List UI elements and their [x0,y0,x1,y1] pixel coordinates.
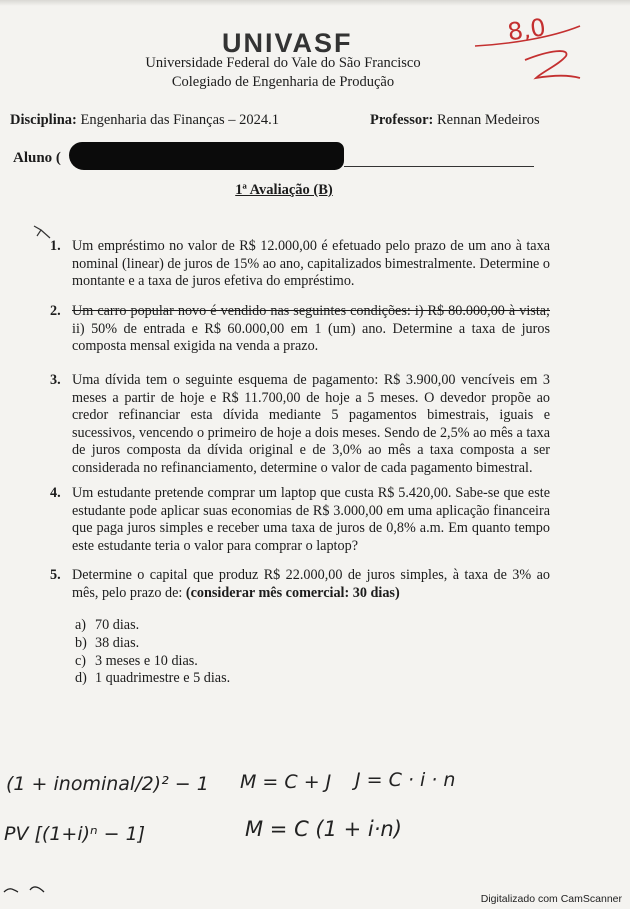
univasf-logo: UNIVASF [222,28,353,58]
handwritten-grade [470,8,590,83]
student-name-line [344,166,534,167]
question-number: 3. [50,372,61,388]
option-d: d) 1 quadrimestre e 5 dias. [75,670,231,687]
question-note: (considerar mês comercial: 30 dias) [185,584,400,601]
option-c: c) 3 meses e 10 dias. [75,652,198,669]
question-4 [50,485,550,555]
question-2 [50,303,550,356]
formula-simple-amount: M = C (1 + i·n) [245,817,402,841]
question-text: Um estudante pretende comprar um laptop que custa R$ 5.420,00. Sabe-se que este estudante pode aplicar suas economias de R$ 3.000,00 em uma aplicação financeira que paga juros simples e receber uma taxa de juros de 0,8% a.m. Em quanto tempo este estudante teria o valor para comprar o laptop? [72,485,550,554]
discipline-row [10,112,279,129]
question-1 [50,238,550,291]
discipline-value: Engenharia das Finanças – 2024.1 [80,112,280,128]
professor-value: Rennan Medeiros [436,112,540,128]
question-number: 2. [50,303,61,319]
question-number: 4. [50,485,61,501]
question-text [72,303,550,356]
question-text-main: Determine o capital que produz R$ 22.000,00 de juros simples, à taxa de 3% ao mês, pelo prazo de: [72,567,550,601]
question-text [72,567,550,602]
scanner-watermark: Digitalizado com CamScanner [480,893,622,905]
formula-pv: PV [(1+i)ⁿ − 1] [4,823,146,845]
formula-effective-rate: (1 + inominal/2)² − 1 [6,773,209,795]
formula-interest: J = C · i · n [355,769,456,791]
institution-name: Universidade Federal do Vale do São Francisco [145,55,421,71]
question-number: 1. [50,238,61,254]
student-label: Aluno ( [13,150,61,166]
collegiate-name: Colegiado de Engenharia de Produção [171,74,395,90]
question-text: Um empréstimo no valor de R$ 12.000,00 é efetuado pelo prazo de um ano à taxa nominal (linear) de juros de 15% ao ano, capitalizados bimestralmente. Determine o montante e a taxa de juros efetiva do empréstimo. [72,238,550,289]
option-a: a) 70 dias. [75,617,140,633]
question-5-options [75,617,230,688]
handwritten-formulas [0,740,630,900]
question-5 [50,567,550,602]
scan-edge [0,0,630,6]
redacted-student-name [69,142,344,170]
svg-text:8,0: 8,0 [505,13,548,47]
struck-text: Um carro popular novo é vendido nas seguintes condições: i) R$ 80.000,00 à vista; [72,303,550,319]
formula-amount: M = C + J [240,771,332,793]
professor-label: Professor: [370,112,434,128]
professor-row [370,112,540,129]
option-b: b) 38 dias. [75,634,140,651]
discipline-label: Disciplina: [10,112,77,128]
question-number: 5. [50,567,61,583]
question-3 [50,372,550,477]
question-text: Uma dívida tem o seguinte esquema de pagamento: R$ 3.900,00 vencíveis em 3 meses a partir de hoje e R$ 11.700,00 de hoje a 5 meses. O devedor propõe ao credor refinanciar esta dívida mediante 5 pagamentos bimestrais, iguais e sucessivos, vencendo o primeiro de hoje a dois meses. Sendo de 2,5% ao mês a taxa de juros composta da dívida original e de 3,0% ao mês a taxa composta a ser considerada no refinanciamento, determine o valor de cada pagamento bimestral. [72,372,550,476]
exam-title: 1ª Avaliação (B) [235,182,333,198]
question-text-rest: ii) 50% de entrada e R$ 60.000,00 em 1 (um) ano. Determine a taxa de juros composta mensal exigida na venda a prazo. [72,320,550,354]
